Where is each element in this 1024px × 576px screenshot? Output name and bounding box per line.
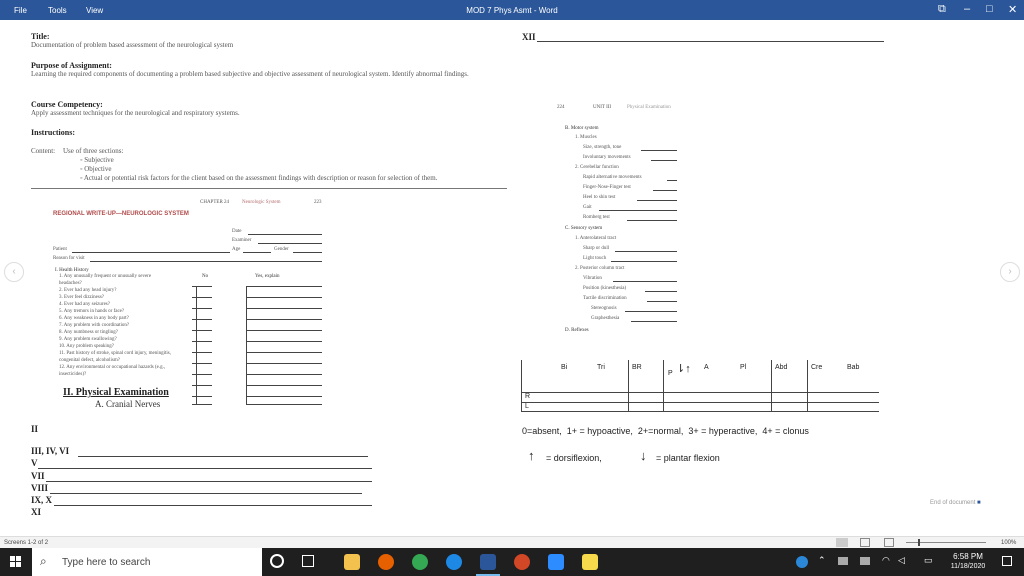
table-border [521, 360, 522, 412]
reflex-scale-key: 0=absent, 1+ = hypoactive, 2+=normal, 3+ = hyperactive, 4+ = clonus [522, 426, 809, 436]
yes-answer-line [246, 396, 322, 397]
content-item: ◦ Subjective [80, 156, 114, 164]
sensory-item: Vibration [583, 276, 602, 281]
motor-line [651, 160, 677, 161]
battery-icon[interactable]: ▭ [924, 555, 933, 565]
sensory-heading: C. Sensory system [565, 226, 603, 231]
file-explorer-icon[interactable] [344, 554, 360, 570]
purpose-text: Learning the required components of documenting a problem based subjective and objective assessment of neurological system. Identify abnormal findings. [31, 70, 469, 78]
word-icon[interactable] [480, 554, 496, 570]
motor-item: Involuntary movements [583, 155, 631, 160]
gender-label: Gender [274, 247, 289, 252]
yes-answer-line [246, 297, 322, 298]
yes-answer-line [246, 341, 322, 342]
motor-item: Rapid alternative movements [583, 175, 642, 180]
network-icon[interactable] [838, 557, 848, 565]
nerve-answer-line[interactable] [78, 456, 368, 457]
clock-time[interactable]: 6:58 PM [953, 552, 983, 561]
reflex-header: BR [632, 364, 642, 371]
reflex-header: A [704, 364, 709, 371]
age-label: Age [232, 247, 241, 252]
wifi-icon[interactable]: ◠ [882, 555, 890, 565]
task-view-icon[interactable] [302, 555, 314, 567]
nerve-answer-line[interactable] [54, 505, 372, 506]
onedrive-icon[interactable] [860, 557, 870, 565]
unit-title: Physical Examination [627, 105, 671, 110]
search-placeholder: Type here to search [62, 557, 151, 568]
next-screen-button[interactable]: › [1000, 262, 1020, 282]
end-of-document: End of document ■ [930, 500, 981, 506]
document-area [0, 20, 1024, 536]
content-label: Content: [31, 147, 56, 155]
motor-line [667, 180, 677, 181]
no-answer-line [192, 286, 212, 287]
windows-start-icon[interactable] [10, 556, 22, 568]
question: 10. Any problem speaking? [59, 344, 114, 349]
motor-item: Gait [583, 205, 592, 210]
question: 2. Ever had any head injury? [59, 288, 117, 293]
close-button[interactable]: ✕ [1008, 4, 1018, 16]
print-layout-icon[interactable] [860, 538, 870, 547]
yes-answer-line [246, 352, 322, 353]
form-heading: REGIONAL WRITE-UP—NEUROLOGIC SYSTEM [53, 211, 189, 217]
sensory-item: 1. Anterolateral tract [575, 236, 617, 241]
taskbar [0, 548, 1024, 576]
reason-label: Reason for visit [53, 256, 85, 261]
yes-answer-line [246, 319, 322, 320]
table-border [663, 360, 664, 412]
examiner-line [258, 243, 322, 244]
nerve-label: VIII [31, 483, 49, 493]
zoom-icon[interactable] [548, 554, 564, 570]
reflexes-heading: D. Reflexes [565, 328, 589, 333]
motor-line [599, 210, 677, 211]
table-border [628, 360, 629, 412]
help-icon[interactable] [796, 556, 808, 568]
nerve-answer-line[interactable] [38, 468, 372, 469]
table-border [521, 392, 879, 393]
motor-item: 1. Muscles [575, 135, 597, 140]
motor-item: Heel to shin test [583, 195, 616, 200]
question: 3. Ever feel dizziness? [59, 295, 104, 300]
zoom-level[interactable]: 100% [1001, 540, 1017, 546]
sensory-line [613, 281, 677, 282]
chapter-label: CHAPTER 24 [200, 200, 230, 205]
nerve-label: II [31, 424, 39, 434]
question: 9. Any problem swallowing? [59, 337, 117, 342]
nerve-answer-line[interactable] [50, 493, 362, 494]
sensory-item: Graphesthesia [591, 316, 620, 321]
question: 5. Any tremors in hands or face? [59, 309, 125, 314]
motor-item: Finger-Nose-Finger test [583, 185, 631, 190]
instructions-label: Instructions: [31, 128, 76, 137]
taskbar-search-box[interactable] [32, 548, 262, 576]
sensory-line [615, 251, 677, 252]
down-arrow-icon: ↓ [640, 448, 647, 463]
divider [31, 188, 507, 189]
motor-item: 2. Cerebellar function [575, 165, 619, 170]
read-mode-icon[interactable] [836, 538, 848, 547]
nerve-label: V [31, 458, 38, 468]
row-label-left: L [525, 403, 529, 410]
form-vertical-rule [246, 286, 247, 404]
no-answer-line [192, 374, 212, 375]
no-answer-line [192, 341, 212, 342]
reflex-header: Bab [847, 364, 860, 371]
status-bar [0, 536, 1024, 548]
chevron-up-icon[interactable]: ⌃ [818, 555, 826, 565]
no-answer-line [192, 352, 212, 353]
question: 12. Any environmental or occupational hazards (e.g., insecticides)? [59, 365, 166, 377]
motor-sensory-form-scan [555, 104, 695, 336]
sensory-item: 2. Posterior column tract [575, 266, 625, 271]
no-answer-line [192, 308, 212, 309]
no-answer-line [192, 396, 212, 397]
motor-item: Romberg test [583, 215, 610, 220]
page-number: 223 [314, 200, 322, 205]
menu-view[interactable]: View [86, 6, 104, 15]
question: 6. Any weakness in any body part? [59, 316, 129, 321]
plantar-flexion-label: = plantar flexion [656, 453, 720, 463]
page-number: 224 [557, 105, 565, 110]
cortana-icon[interactable] [270, 554, 284, 568]
clock-date[interactable]: 11/18/2020 [950, 563, 986, 570]
question-list [59, 273, 174, 378]
competency-label: Course Competency: [31, 100, 103, 109]
table-border [521, 411, 879, 412]
yes-answer-line [246, 374, 322, 375]
patient-line [72, 252, 230, 253]
window-title: MOD 7 Phys Asmt - Word [466, 6, 558, 15]
volume-icon[interactable]: ◁ [898, 555, 905, 565]
purpose-label: Purpose of Assignment: [31, 61, 112, 70]
restore-button[interactable]: □ [986, 3, 993, 15]
prev-screen-button[interactable]: ‹ [4, 262, 24, 282]
patient-label: Patient [53, 247, 67, 252]
title-text: Documentation of problem based assessment of the neurological system [31, 41, 234, 49]
firefox-icon[interactable] [378, 554, 394, 570]
nerve-label: IX, X [31, 495, 53, 505]
yes-answer-line [246, 385, 322, 386]
motor-line [653, 190, 677, 191]
sensory-item: Sharp or dull [583, 246, 610, 251]
web-layout-icon[interactable] [884, 538, 894, 547]
question: 4. Ever had any seizures? [59, 302, 110, 307]
no-answer-line [192, 319, 212, 320]
question: 1. Any unusually frequent or unusually severe headaches? [59, 274, 152, 286]
nerve-label: III, IV, VI [31, 446, 70, 456]
edge-icon[interactable] [446, 554, 462, 570]
nerve-label: VII [31, 471, 45, 481]
reflex-header: Bi [561, 364, 568, 371]
neuro-form-scan [50, 196, 340, 410]
content-item: ◦ Objective [80, 165, 112, 173]
nerve-xii-line[interactable] [537, 41, 884, 42]
content-item: ◦ Actual or potential risk factors for the client based on the assessment findings with description or reason for selection of them. [80, 174, 438, 182]
sensory-item: Light touch [583, 256, 607, 261]
motor-item: Size, strength, tone [583, 145, 622, 150]
sensory-item: Position (kinesthesia) [583, 286, 627, 291]
gender-line [293, 252, 322, 253]
powerpoint-icon[interactable] [514, 554, 530, 570]
fullscreen-icon[interactable]: ⧉ [938, 3, 946, 15]
zoom-slider-handle[interactable] [918, 539, 920, 546]
sensory-line [625, 311, 677, 312]
chrome-icon[interactable] [412, 554, 428, 570]
no-column: No [202, 274, 209, 279]
sensory-line [631, 321, 677, 322]
sensory-line [611, 261, 677, 262]
search-icon: ⌕ [40, 554, 47, 568]
motor-line [641, 150, 677, 151]
app-icon[interactable] [582, 554, 598, 570]
motor-line [627, 220, 677, 221]
health-history-heading: I. Health History [55, 268, 89, 273]
no-answer-line [192, 297, 212, 298]
cranial-nerves-heading: A. Cranial Nerves [95, 399, 161, 409]
menu-tools[interactable]: Tools [48, 6, 67, 15]
motor-line [637, 200, 677, 201]
sensory-item: Tactile discrimination [583, 296, 627, 301]
sensory-line [645, 291, 677, 292]
nerve-answer-line[interactable] [46, 481, 372, 482]
up-arrow-icon: ↑ [528, 448, 535, 463]
reflex-table [521, 360, 879, 412]
date-label: Date [232, 229, 242, 234]
form-vertical-rule [196, 286, 197, 404]
sensory-item: Stereognosis [591, 306, 617, 311]
no-answer-line [192, 363, 212, 364]
table-border [807, 360, 808, 412]
yes-answer-line [246, 308, 322, 309]
yes-answer-line [246, 330, 322, 331]
yes-column: Yes, explain [255, 274, 280, 279]
menu-file[interactable]: File [14, 6, 27, 15]
reflex-header: P [668, 370, 673, 377]
reflex-header: Tri [597, 364, 605, 371]
notifications-icon[interactable] [1002, 556, 1012, 566]
chapter-title: Neurologic System [242, 200, 281, 205]
competency-text: Apply assessment techniques for the neurological and respiratory systems. [31, 109, 240, 117]
motor-heading: B. Motor system [565, 126, 599, 131]
sensory-line [647, 301, 677, 302]
title-bar [0, 0, 1024, 20]
question: 11. Past history of stroke, spinal cord injury, meningitis, congenital defect, alcoholism? [59, 351, 171, 363]
reflex-header: Abd [775, 364, 788, 371]
table-border [771, 360, 772, 412]
no-answer-line [192, 404, 212, 405]
date-line [248, 234, 322, 235]
nerve-label: XI [31, 507, 42, 517]
row-label-right: R [525, 393, 531, 400]
minimize-button[interactable]: – [964, 3, 971, 15]
dorsiflexion-label: = dorsiflexion, [546, 453, 602, 463]
screen-count: Screens 1-2 of 2 [4, 540, 49, 546]
reflex-header: Cre [811, 364, 823, 371]
reason-line [90, 261, 322, 262]
yes-answer-line [246, 363, 322, 364]
content-intro: Use of three sections: [63, 147, 124, 155]
title-label: Title: [31, 32, 50, 41]
question: 8. Any numbness or tingling? [59, 330, 119, 335]
reflex-header: Pl [740, 364, 747, 371]
table-border [521, 402, 879, 403]
unit-label: UNIT III [593, 105, 612, 110]
yes-answer-line [246, 404, 322, 405]
physical-exam-heading: II. Physical Examination [63, 387, 169, 398]
question: 7. Any problem with coordination? [59, 323, 130, 328]
examiner-label: Examiner [232, 238, 252, 243]
flexion-arrows-icon: ⇂↑ [676, 363, 691, 375]
age-line [243, 252, 271, 253]
nerve-xii-label: XII [522, 32, 536, 42]
yes-answer-line [246, 286, 322, 287]
no-answer-line [192, 330, 212, 331]
no-answer-line [192, 385, 212, 386]
